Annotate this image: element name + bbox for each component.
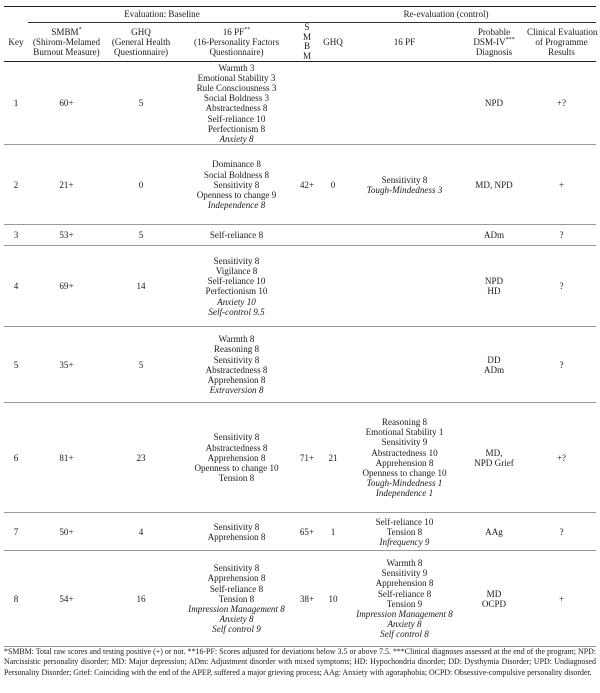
pf-cell-line: Social Boldness 8 [203, 169, 270, 180]
group-header-row [4, 7, 596, 23]
key-column-header: Key [8, 36, 24, 47]
dsm-cell-line: AAg [485, 526, 503, 537]
pf-cell-line: Dominance 8 [212, 159, 261, 170]
re-pf-cell-line: Warmth 8 [386, 558, 423, 569]
smbm-column-header: SMBM* (Shirom-Melamed Burnout Measure) [32, 26, 101, 58]
re-ghq-cell [318, 62, 348, 145]
re-pf-cell-line: Emotional Stability 1 [365, 427, 444, 438]
dsm-cell-line: NPD [484, 98, 504, 109]
re-smbm-cell: 71+ [296, 403, 318, 513]
pf-cell [177, 62, 296, 145]
ghq-column-header: GHQ (General Health Questionnaire) [111, 26, 171, 58]
re-smbm-cell [296, 327, 318, 403]
re-pf-cell-line: Anxiety 8 [387, 619, 422, 630]
ghq-cell: 14 [105, 246, 177, 327]
table-row [4, 403, 596, 513]
pf-cell-line: Sensitivity 8 [213, 521, 260, 532]
clinical-eval-cell: +? [527, 403, 596, 513]
pf-cell-line: Sensitivity 8 [213, 432, 260, 443]
table-row [4, 327, 596, 403]
dsm-cell [461, 62, 527, 145]
pf-cell-line: Self-control 9.5 [208, 306, 265, 317]
pf-cell-line: Abstractedness 8 [205, 364, 268, 375]
baseline-group-header: Evaluation: Baseline [28, 7, 296, 23]
pf-cell-line: Anxiety 8 [219, 133, 254, 144]
smbm-cell: 54+ [28, 551, 105, 647]
re-pf-cell-line: Sensitivity 9 [381, 437, 428, 448]
ghq-cell: 5 [105, 62, 177, 145]
key-cell: 6 [4, 403, 28, 513]
smbm-cell: 21+ [28, 145, 105, 225]
pf-cell-line: Abstractedness 8 [205, 103, 268, 114]
re-pf-cell-line: Self control 8 [380, 629, 429, 640]
pf-cell-line: Independence 8 [207, 200, 266, 211]
re-ghq-cell: 21 [318, 403, 348, 513]
smbm-cell: 50+ [28, 513, 105, 551]
re-pf-cell-line: Impression Management 8 [356, 609, 453, 620]
re-ghq-cell: 0 [318, 145, 348, 225]
re-pf-cell-line: Apprehension 8 [375, 578, 434, 589]
dsm-cell-line: DD [487, 354, 501, 365]
pf-cell-line: Perfectionism 10 [205, 286, 268, 297]
re-pf-column-header: 16 PF [393, 37, 416, 48]
pf-cell-line: Extraversion 8 [209, 385, 264, 396]
pf-cell [177, 225, 296, 246]
pf-cell-line: Sensitivity 8 [213, 354, 260, 365]
re-pf-cell-line: Reasoning 8 [381, 417, 428, 428]
clinical-eval-cell: ? [527, 225, 596, 246]
re-pf-cell [348, 62, 461, 145]
smbm-cell: 60+ [28, 62, 105, 145]
pf-cell-line: Sensitivity 8 [213, 179, 260, 190]
pf-cell-line: Openness to change 10 [194, 462, 279, 473]
pf-cell-line: Sensitivity 8 [213, 563, 260, 574]
pf-cell-line: Apprehension 8 [207, 452, 266, 463]
pf-cell [177, 403, 296, 513]
key-cell: 7 [4, 513, 28, 551]
pf-cell-line: Self-reliance 8 [209, 583, 264, 594]
re-pf-cell [348, 145, 461, 225]
re-pf-cell-line: Openness to change 10 [362, 468, 447, 479]
key-cell: 8 [4, 551, 28, 647]
dsm-cell [461, 327, 527, 403]
clinical-eval-cell: + [527, 145, 596, 225]
ghq-cell: 5 [105, 225, 177, 246]
pf-cell-line: Warmth 8 [218, 334, 255, 345]
pf-cell-line: Emotional Stability 3 [197, 72, 276, 83]
pf-cell [177, 513, 296, 551]
table-body [4, 62, 596, 647]
re-pf-cell-line: Abstractedness 10 [371, 447, 438, 458]
re-ghq-cell [318, 327, 348, 403]
re-pf-cell-line: Tension 9 [386, 598, 423, 609]
re-smbm-cell [296, 246, 318, 327]
smbm-cell: 35+ [28, 327, 105, 403]
re-pf-cell [348, 225, 461, 246]
dsm-cell-line: MD, [485, 447, 503, 458]
pf-cell-line: Self-reliance 8 [209, 230, 264, 241]
pf-cell-line: Perfectionism 8 [207, 123, 266, 134]
dsm-cell-line: NPD Grief [474, 457, 514, 468]
key-cell: 2 [4, 145, 28, 225]
re-smbm-column-header: S M B M [302, 22, 312, 61]
table-footnote: *SMBM: Total raw scores and testing positive (+) or not. **16-PF: Scores adjusted for deviations below 3.5 or above 7.5. ***Clinical diagnoses assessed at the end of the program; NPD: Narcissistic personality disorder; MD: Major depression; ADm: Adjustment disorder with mixed symptoms; HD: Hypochondria disorder; DD: Dysthymia Disorder; UPD: Undiagnosed Personality Disorder; Grief: Coinciding with the end of the APEP, suffered a major grieving process; AAg: Anxiety with agoraphobia; OCPD: Obsessive-compulsive personality disorder. [4, 647, 596, 677]
dsm-cell [461, 403, 527, 513]
dsm-cell-line: OCPD [481, 598, 507, 609]
re-pf-cell-line: Sensitivity 9 [381, 568, 428, 579]
pf-cell-line: Apprehension 8 [207, 531, 266, 542]
pf-cell-line: Openness to change 9 [196, 189, 277, 200]
dsm-cell-line: MD, NPD [475, 179, 513, 190]
table-row [4, 513, 596, 551]
dsm-cell [461, 225, 527, 246]
table-row [4, 62, 596, 145]
re-ghq-cell: 10 [318, 551, 348, 647]
pf-cell-line: Tension 8 [218, 473, 255, 484]
clinical-eval-cell: ? [527, 246, 596, 327]
re-smbm-cell: 38+ [296, 551, 318, 647]
clinical-eval-column-header: Clinical Evaluation of Programme Results [527, 26, 598, 58]
pf-cell [177, 246, 296, 327]
pf-cell [177, 145, 296, 225]
dsm-cell [461, 145, 527, 225]
table-row [4, 225, 596, 246]
pf-cell-line: Sensitivity 8 [213, 255, 260, 266]
key-cell: 4 [4, 246, 28, 327]
pf-cell-line: Social Boldness 3 [203, 93, 270, 104]
clinical-eval-cell: +? [527, 62, 596, 145]
re-pf-cell [348, 327, 461, 403]
clinical-eval-cell: ? [527, 327, 596, 403]
re-pf-cell [348, 551, 461, 647]
re-pf-cell [348, 246, 461, 327]
pf-column-header: 16 PF** (16-Personality Factors Questionnaire) [193, 26, 280, 58]
smbm-cell: 69+ [28, 246, 105, 327]
re-pf-cell-line: Self-reliance 8 [377, 588, 432, 599]
re-pf-cell-line: Tough-Mindedness 1 [366, 478, 443, 489]
re-ghq-cell: 1 [318, 513, 348, 551]
re-pf-cell-line: Infrequency 9 [379, 536, 430, 547]
re-ghq-cell [318, 246, 348, 327]
re-smbm-cell: 42+ [296, 145, 318, 225]
pf-cell-line: Abstractedness 8 [205, 442, 268, 453]
pf-cell-line: Self-reliance 10 [207, 113, 266, 124]
key-cell: 1 [4, 62, 28, 145]
re-smbm-cell [296, 62, 318, 145]
smbm-cell: 81+ [28, 403, 105, 513]
dsm-cell-line: ADm [483, 230, 505, 241]
re-pf-cell-line: Sensitivity 8 [381, 174, 428, 185]
re-pf-cell-line: Tough-Mindedness 3 [366, 184, 443, 195]
smbm-cell: 53+ [28, 225, 105, 246]
ghq-cell: 5 [105, 327, 177, 403]
pf-cell-line: Anxiety 8 [219, 614, 254, 625]
table-row [4, 551, 596, 647]
pf-cell-line: Self-reliance 10 [207, 276, 266, 287]
pf-cell [177, 327, 296, 403]
column-header-row [4, 23, 596, 62]
dsm-cell [461, 513, 527, 551]
re-smbm-cell: 65+ [296, 513, 318, 551]
clinical-eval-cell: ? [527, 513, 596, 551]
re-pf-cell-line: Apprehension 8 [375, 457, 434, 468]
re-ghq-cell [318, 225, 348, 246]
ghq-cell: 16 [105, 551, 177, 647]
pf-cell-line: Impression Management 8 [188, 603, 285, 614]
clinical-eval-cell: + [527, 551, 596, 647]
pf-cell [177, 551, 296, 647]
dsm-cell-line: NPD [484, 276, 504, 287]
pf-cell-line: Vigilance 8 [215, 265, 258, 276]
pf-cell-line: Anxiety 10 [217, 296, 256, 307]
re-pf-cell-line: Self-reliance 10 [375, 516, 434, 527]
ghq-cell: 23 [105, 403, 177, 513]
pf-cell-line: Apprehension 8 [207, 573, 266, 584]
table-row [4, 145, 596, 225]
dsm-column-header: Probable DSM-IV*** Diagnosis [473, 26, 515, 58]
reevaluation-group-header: Re-evaluation (control) [296, 7, 596, 23]
re-pf-cell-line: Independence 1 [375, 488, 434, 499]
dsm-cell-line: HD [487, 286, 501, 297]
dsm-cell [461, 551, 527, 647]
key-cell: 5 [4, 327, 28, 403]
results-table [4, 6, 596, 647]
re-smbm-cell [296, 225, 318, 246]
re-pf-cell-line: Tension 8 [386, 526, 423, 537]
re-ghq-column-header: GHQ [323, 37, 343, 48]
pf-cell-line: Self control 9 [212, 624, 261, 635]
pf-cell-line: Reasoning 8 [213, 344, 260, 355]
ghq-cell: 4 [105, 513, 177, 551]
pf-cell-line: Apprehension 8 [207, 375, 266, 386]
table-row [4, 246, 596, 327]
pf-cell-line: Rule Consciousness 3 [196, 82, 277, 93]
key-cell: 3 [4, 225, 28, 246]
dsm-cell [461, 246, 527, 327]
pf-cell-line: Tension 8 [218, 593, 255, 604]
pf-cell-line: Warmth 3 [218, 62, 255, 73]
re-pf-cell [348, 513, 461, 551]
dsm-cell-line: ADm [483, 364, 505, 375]
ghq-cell: 0 [105, 145, 177, 225]
re-pf-cell [348, 403, 461, 513]
dsm-cell-line: MD [486, 588, 502, 599]
